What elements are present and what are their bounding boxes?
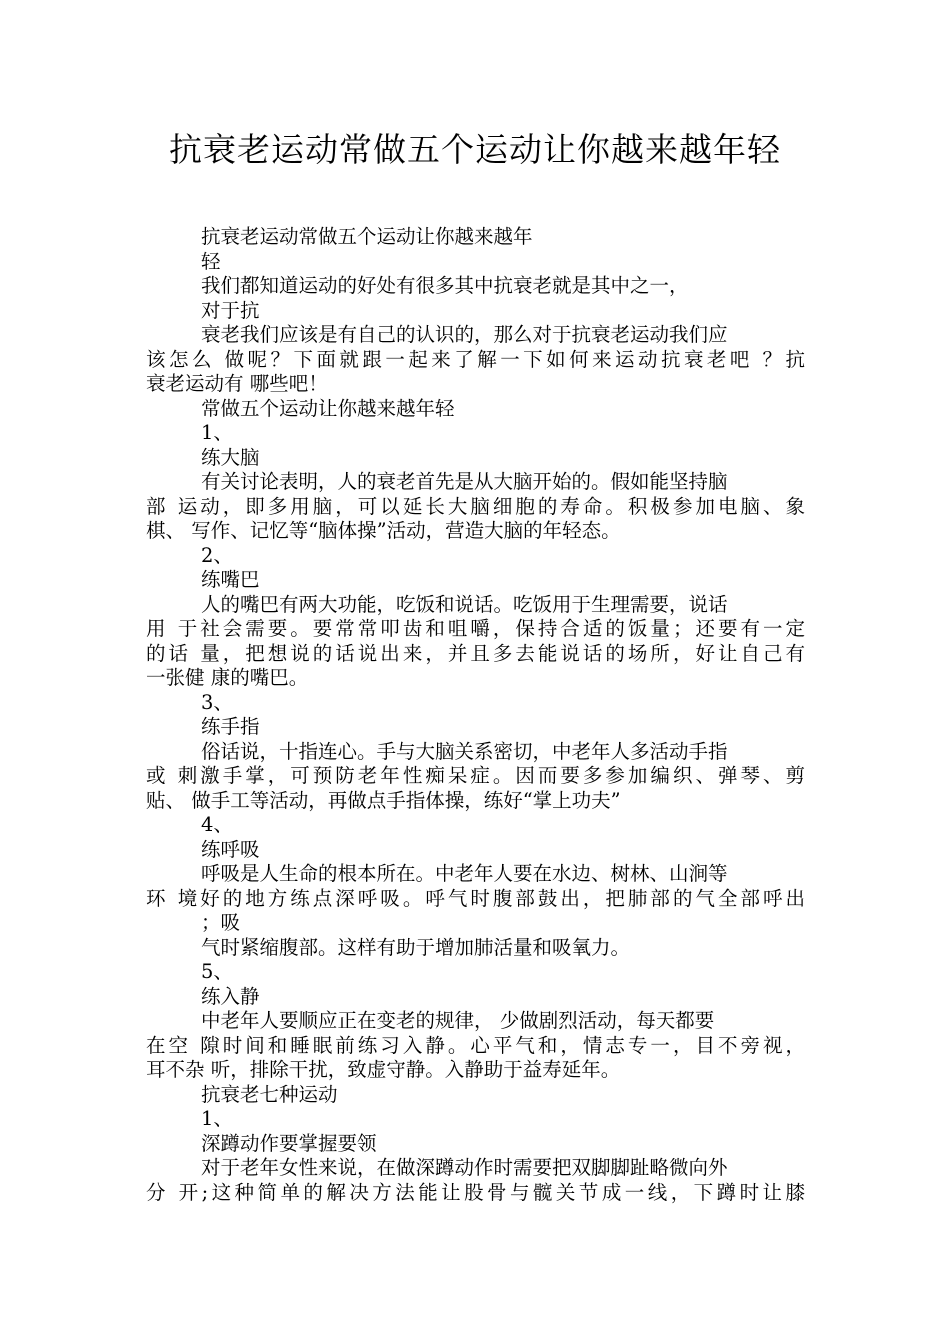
list-number: 2、 (201, 544, 233, 567)
list-number: 1、 (201, 1107, 233, 1130)
text-line: 或 刺激手掌，可预防老年性痴呆症。因而要多参加编织、弹琴、剪 (146, 764, 805, 787)
list-number: 4、 (201, 813, 233, 836)
text-line: 衰老运动有 哪些吧！ (146, 372, 328, 395)
item-heading: 练嘴巴 (201, 568, 260, 591)
item-heading: 练手指 (201, 715, 260, 738)
text-line: 呼吸是人生命的根本所在。中老年人要在水边、树林、山涧等 (201, 862, 728, 885)
text-line: 棋、 写作、记忆等“脑体操”活动，营造大脑的年轻态。 (146, 519, 621, 542)
text-line: 分 开;这种简单的解决方法能让股骨与髋关节成一线，下蹲时让膝 (146, 1181, 805, 1204)
page-title: 抗衰老运动常做五个运动让你越来越年轻 (169, 130, 781, 169)
text-line: 环 境好的地方练点深呼吸。呼气时腹部鼓出，把肺部的气全部呼出 (146, 887, 805, 910)
text-line: 人的嘴巴有两大功能，吃饭和说话。吃饭用于生理需要，说话 (201, 593, 728, 616)
text-line: 对于抗 (201, 299, 260, 322)
text-line: 贴、 做手工等活动，再做点手指体操，练好“掌上功夫” (146, 789, 621, 812)
text-line: 部 运动，即多用脑，可以延长大脑细胞的寿命。积极参加电脑、象 (146, 495, 805, 518)
text-line: 该怎么 做呢？下面就跟一起来了解一下如何来运动抗衰老吧 ？抗 (146, 348, 805, 371)
text-line: 我们都知道运动的好处有很多其中抗衰老就是其中之一， (201, 274, 689, 297)
text-line: 在空 隙时间和睡眠前练习入静。心平气和，情志专一，目不旁视， (146, 1034, 805, 1057)
text-line: 的话 量，把想说的话说出来，并且多去能说话的场所，好让自己有 (146, 642, 805, 665)
text-line: ；吸 (201, 911, 241, 934)
text-line: 用 于社会需要。要常常叩齿和咀嚼，保持合适的饭量；还要有一定 (146, 617, 805, 640)
list-number: 5、 (201, 960, 233, 983)
text-line: 对于老年女性来说，在做深蹲动作时需要把双脚脚趾略微向外 (201, 1156, 728, 1179)
section-heading: 抗衰老七种运动 (201, 1083, 338, 1106)
text-line: 一张健 康的嘴巴。 (146, 666, 309, 689)
text-line: 中老年人要顺应正在变老的规律， 少做剧烈活动，每天都要 (201, 1009, 715, 1032)
text-line: 有关讨论表明，人的衰老首先是从大脑开始的。假如能坚持脑 (201, 470, 728, 493)
text-line: 抗衰老运动常做五个运动让你越来越年 (201, 225, 533, 248)
item-heading: 练呼吸 (201, 838, 260, 861)
text-line: 轻 (201, 250, 221, 273)
list-number: 3、 (201, 691, 233, 714)
item-heading: 深蹲动作要掌握要领 (201, 1132, 377, 1155)
text-line: 衰老我们应该是有自己的认识的，那么对于抗衰老运动我们应 (201, 323, 728, 346)
section-heading: 常做五个运动让你越来越年轻 (201, 397, 455, 420)
text-line: 耳不杂 听，排除干扰，致虚守静。入静助于益寿延年。 (146, 1058, 621, 1081)
list-number: 1、 (201, 421, 233, 444)
item-heading: 练大脑 (201, 446, 260, 469)
text-line: 气时紧缩腹部。这样有助于增加肺活量和吸氧力。 (201, 936, 631, 959)
text-line: 俗话说，十指连心。手与大脑关系密切，中老年人多活动手指 (201, 740, 728, 763)
item-heading: 练入静 (201, 985, 260, 1008)
